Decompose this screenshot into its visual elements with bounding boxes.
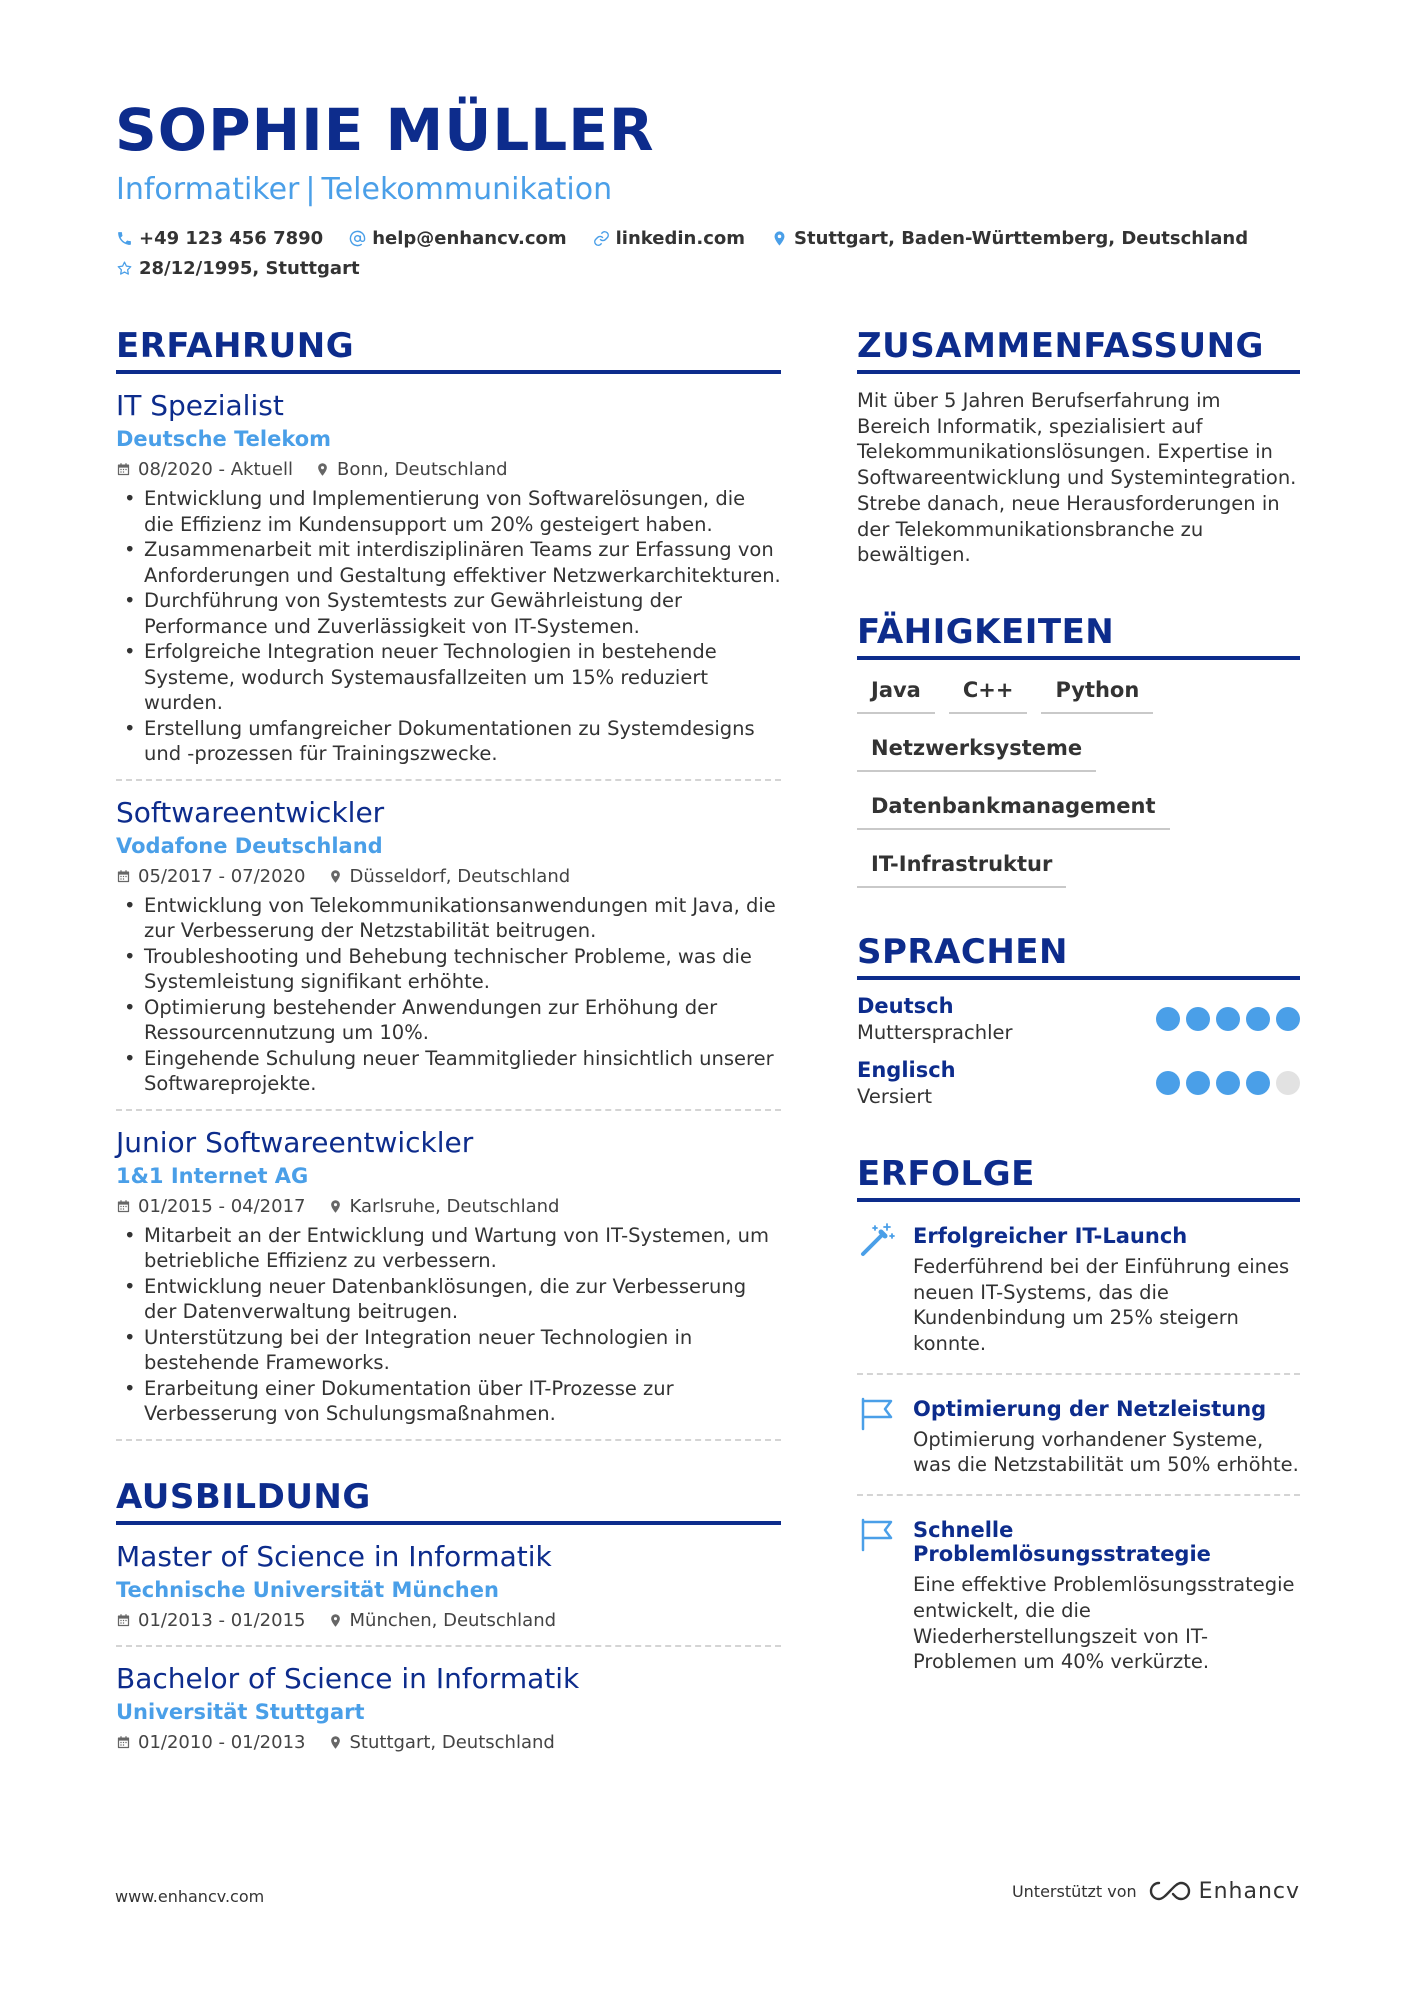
list-item: • Entwicklung und Implementierung von Softwarelösungen, die die Effizienz im Kundensupport um 20% gesteigert haben. <box>116 486 781 537</box>
job-bullets <box>116 893 781 1097</box>
skill-tag: Datenbankmanagement <box>857 786 1170 830</box>
achievement-desc: Federführend bei der Einführung eines neuen IT-Systems, das die Kundenbindung um 25% steigern konnte. <box>913 1254 1290 1356</box>
rating-dot-filled <box>1216 1071 1240 1095</box>
job-meta <box>116 1196 781 1217</box>
star-icon <box>116 260 133 277</box>
rating-dot-filled <box>1186 1071 1210 1095</box>
link-icon <box>593 230 610 247</box>
education-section <box>116 1477 781 1767</box>
enhancv-logo[interactable] <box>1147 1878 1300 1904</box>
experience-entry <box>116 1111 781 1441</box>
achievement-title: Optimierung der Netzleistung <box>913 1396 1267 1421</box>
rating-dot-filled <box>1156 1071 1180 1095</box>
location-pin-icon <box>328 1199 343 1214</box>
achievement-desc: Optimierung vorhandener Systeme, was die Netzstabilität um 50% erhöhte. <box>913 1427 1299 1477</box>
job-dates: 01/2015 - 04/2017 <box>138 1195 306 1217</box>
infinity-logo-icon <box>1147 1878 1193 1904</box>
rating-dot-empty <box>1276 1071 1300 1095</box>
magic-wand-icon <box>857 1220 897 1260</box>
title-part-1: Informatiker <box>116 172 300 207</box>
job-company: 1&1 Internet AG <box>116 1163 309 1188</box>
contact-email[interactable] <box>349 228 566 249</box>
school: Universität Stuttgart <box>116 1699 365 1724</box>
contact-location <box>771 228 1248 249</box>
calendar-icon <box>116 869 131 884</box>
list-item: • Erarbeitung einer Dokumentation über IT-Prozesse zur Verbesserung von Schulungsmaßnahmen. <box>116 1376 781 1427</box>
list-item: • Mitarbeit an der Entwicklung und Wartung von IT-Systemen, um betriebliche Effizienz zu verbessern. <box>116 1223 781 1274</box>
skills-title: FÄHIGKEITEN <box>857 612 1300 660</box>
skills-list <box>857 670 1300 888</box>
calendar-icon <box>116 1735 131 1750</box>
candidate-name: SOPHIE MÜLLER <box>115 96 655 164</box>
brand-name: Enhancv <box>1198 1878 1300 1904</box>
achievement-item <box>857 1202 1300 1375</box>
list-item: • Erstellung umfangreicher Dokumentationen zu Systemdesigns und -prozessen für Trainingszwecke. <box>116 716 781 767</box>
list-item: • Zusammenarbeit mit interdisziplinären Teams zur Erfassung von Anforderungen und Gestaltung effektiver Netzwerkarchitekturen. <box>116 537 781 588</box>
education-dates: 01/2010 - 01/2013 <box>138 1731 306 1753</box>
contact-phone[interactable] <box>116 228 323 249</box>
footer-powered <box>1012 1878 1300 1904</box>
contact-birth <box>116 258 360 279</box>
rating-dot-filled <box>1246 1007 1270 1031</box>
rating-dot-filled <box>1186 1007 1210 1031</box>
languages-section <box>857 932 1300 1108</box>
job-company: Deutsche Telekom <box>116 427 332 451</box>
degree: Bachelor of Science in Informatik <box>116 1661 580 1695</box>
job-location: Karlsruhe, Deutschland <box>349 1195 560 1217</box>
list-item: • Troubleshooting und Behebung technischer Probleme, was die Systemleistung signifikant erhöhte. <box>116 944 781 995</box>
job-meta <box>116 459 781 480</box>
skill-tag: C++ <box>949 670 1028 714</box>
job-bullets <box>116 1223 781 1427</box>
job-meta <box>116 866 781 887</box>
language-item <box>857 994 1300 1044</box>
location-pin-icon <box>771 230 788 247</box>
summary-text: Mit über 5 Jahren Berufserfahrung im Bereich Informatik, spezialisiert auf Telekommunikationslösungen. Expertise in Softwareentwicklung und Systemintegration. Strebe danach, neue Herausforderungen in der Telekommunikationsbranche zu bewältigen. <box>857 389 1297 567</box>
flag-icon <box>857 1393 897 1433</box>
rating-dot-filled <box>1246 1071 1270 1095</box>
list-item: • Erfolgreiche Integration neuer Technologien in bestehende Systeme, wodurch Systemausfallzeiten um 15% reduziert wurden. <box>116 639 781 716</box>
language-rating <box>1156 1007 1300 1031</box>
candidate-title <box>116 172 612 207</box>
skill-tag: Netzwerksysteme <box>857 728 1096 772</box>
list-item: • Optimierung bestehender Anwendungen zur Erhöhung der Ressourcennutzung um 10%. <box>116 995 781 1046</box>
experience-entry <box>116 781 781 1111</box>
phone-text: +49 123 456 7890 <box>139 228 324 249</box>
list-item: • Unterstützung bei der Integration neuer Technologien in bestehende Frameworks. <box>116 1325 781 1376</box>
education-meta <box>116 1732 781 1753</box>
language-name: Deutsch <box>857 993 954 1018</box>
list-item: • Entwicklung von Telekommunikationsanwendungen mit Java, die zur Verbesserung der Netzstabilität beitrugen. <box>116 893 781 944</box>
job-location: Bonn, Deutschland <box>337 459 508 480</box>
job-role: Softwareentwickler <box>116 795 385 829</box>
experience-title: ERFAHRUNG <box>116 326 781 374</box>
language-name: Englisch <box>857 1057 956 1082</box>
education-location: München, Deutschland <box>349 1609 557 1631</box>
education-entry <box>116 1525 781 1647</box>
list-item: • Durchführung von Systemtests zur Gewährleistung der Performance und Zuverlässigkeit von IT-Systemen. <box>116 588 781 639</box>
title-part-2: Telekommunikation <box>321 172 613 207</box>
education-dates: 01/2013 - 01/2015 <box>138 1609 306 1631</box>
job-dates: 05/2017 - 07/2020 <box>138 865 306 887</box>
summary-title: ZUSAMMENFASSUNG <box>857 326 1300 374</box>
job-location: Düsseldorf, Deutschland <box>349 865 571 887</box>
experience-entry <box>116 374 781 781</box>
education-entry <box>116 1647 781 1767</box>
achievements-title: ERFOLGE <box>857 1154 1300 1202</box>
location-text: Stuttgart, Baden-Württemberg, Deutschland <box>794 228 1249 249</box>
left-column <box>116 326 781 1767</box>
skill-tag: IT-Infrastruktur <box>857 844 1066 888</box>
rating-dot-filled <box>1156 1007 1180 1031</box>
job-role: IT Spezialist <box>116 389 284 422</box>
languages-title: SPRACHEN <box>857 932 1300 980</box>
powered-by-text: Unterstützt von <box>1011 1881 1137 1901</box>
flag-icon <box>857 1514 897 1554</box>
location-pin-icon <box>315 462 330 477</box>
calendar-icon <box>116 1199 131 1214</box>
job-role: Junior Softwareentwickler <box>116 1125 474 1159</box>
rating-dot-filled <box>1216 1007 1240 1031</box>
rating-dot-filled <box>1276 1007 1300 1031</box>
skills-section <box>857 612 1300 888</box>
achievement-desc: Eine effektive Problemlösungsstrategie entwickelt, die die Wiederherstellungszeit von IT-Problemen um 40% verkürzte. <box>913 1573 1295 1674</box>
language-rating <box>1156 1071 1300 1095</box>
achievement-item <box>857 1375 1300 1496</box>
title-separator: | <box>305 172 316 207</box>
language-level: Versiert <box>857 1084 933 1108</box>
job-dates: 08/2020 - Aktuell <box>138 459 293 480</box>
language-item <box>857 1058 1300 1108</box>
school: Technische Universität München <box>116 1577 499 1602</box>
education-meta <box>116 1610 781 1631</box>
education-location: Stuttgart, Deutschland <box>349 1731 555 1753</box>
birth-text: 28/12/1995, Stuttgart <box>139 258 360 279</box>
phone-icon <box>116 230 133 247</box>
degree: Master of Science in Informatik <box>116 1539 552 1573</box>
education-title: AUSBILDUNG <box>116 1477 781 1525</box>
location-pin-icon <box>328 1613 343 1628</box>
achievements-section <box>857 1154 1300 1691</box>
contact-linkedin[interactable] <box>593 228 745 249</box>
contact-info <box>116 228 1316 288</box>
skill-tag: Java <box>857 670 935 714</box>
achievement-item <box>857 1496 1300 1691</box>
linkedin-text: linkedin.com <box>615 228 745 249</box>
job-bullets <box>116 486 781 767</box>
job-company: Vodafone Deutschland <box>116 833 383 858</box>
location-pin-icon <box>328 1735 343 1750</box>
achievement-title: Schnelle Problemlösungsstrategie <box>913 1518 1211 1567</box>
email-text: help@enhancv.com <box>372 228 567 249</box>
location-pin-icon <box>328 869 343 884</box>
at-icon <box>349 230 366 247</box>
right-column <box>857 326 1300 1691</box>
list-item: • Eingehende Schulung neuer Teammitglieder hinsichtlich unserer Softwareprojekte. <box>116 1046 781 1097</box>
achievement-title: Erfolgreicher IT-Launch <box>913 1223 1188 1248</box>
footer-website[interactable]: www.enhancv.com <box>115 1887 265 1906</box>
skill-tag: Python <box>1041 670 1153 714</box>
calendar-icon <box>116 1613 131 1628</box>
calendar-icon <box>116 462 131 477</box>
list-item: • Entwicklung neuer Datenbanklösungen, die zur Verbesserung der Datenverwaltung beitrugen. <box>116 1274 781 1325</box>
language-level: Muttersprachler <box>857 1020 1013 1044</box>
